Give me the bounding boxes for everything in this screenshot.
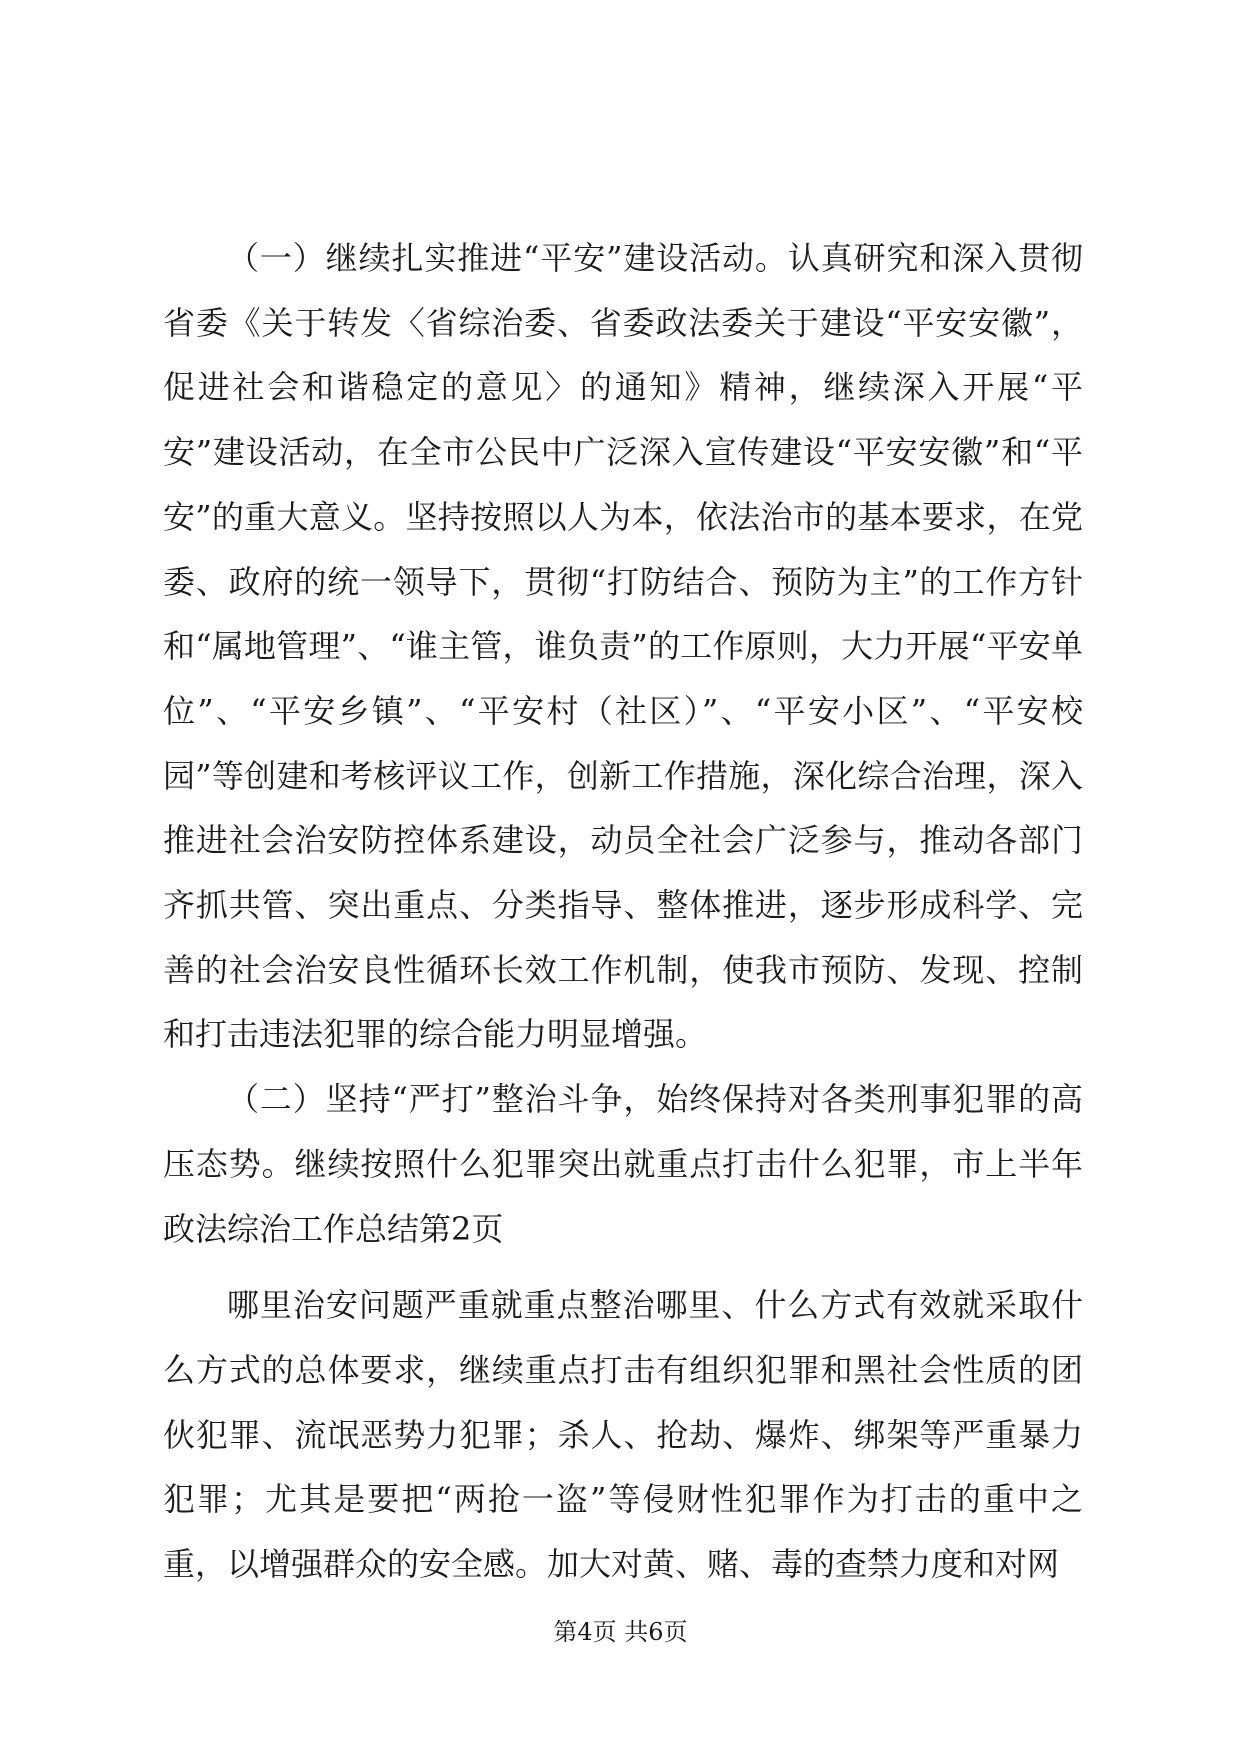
paragraph-2: （二）坚持“严打”整治斗争，始终保持对各类刑事犯罪的高压态势。继续按照什么犯罪突出就重点打击什么犯罪，市上半年政法综治工作总结第2页 bbox=[163, 1080, 1083, 1248]
paragraph-1: （一）继续扎实推进“平安”建设活动。认真研究和深入贯彻省委《关于转发〈省综治委、省委政法委关于建设“平安安徽”，促进社会和谐稳定的意见〉的通知》精神，继续深入开展“平安”建设活动，在全市公民中广泛深入宣传建设“平安安徽”和“平安”的重大意义。坚持按照以人为本，依法治市的基本要求，在党委、政府的统一领导下，贯彻“打防结合、预防为主”的工作方针和“属地管理”、“谁主管，谁负责”的工作原则，大力开展“平安单位”、“平安乡镇”、“平安村（社区）”、“平安小区”、“平安校园”等创建和考核评议工作，创新工作措施，深化综合治理，深入推进社会治安防控体系建设，动员全社会广泛参与，推动各部门齐抓共管、突出重点、分类指导、整体推进，逐步形成科学、完善的社会治安良性循环长效工作机制，使我市预防、发现、控制和打击违法犯罪的综合能力明显增强。 bbox=[163, 239, 1083, 1054]
page-footer: 第4页 共6页 bbox=[553, 1618, 688, 1646]
document-body bbox=[163, 226, 1083, 1597]
paragraph-3: 哪里治安问题严重就重点整治哪里、什么方式有效就采取什么方式的总体要求，继续重点打击有组织犯罪和黑社会性质的团伙犯罪、流氓恶势力犯罪；杀人、抢劫、爆炸、绑架等严重暴力犯罪；尤其是要把“两抢一盗”等侵财性犯罪作为打击的重中之重，以增强群众的安全感。加大对黄、赌、毒的查禁力度和对网 bbox=[163, 1286, 1083, 1584]
